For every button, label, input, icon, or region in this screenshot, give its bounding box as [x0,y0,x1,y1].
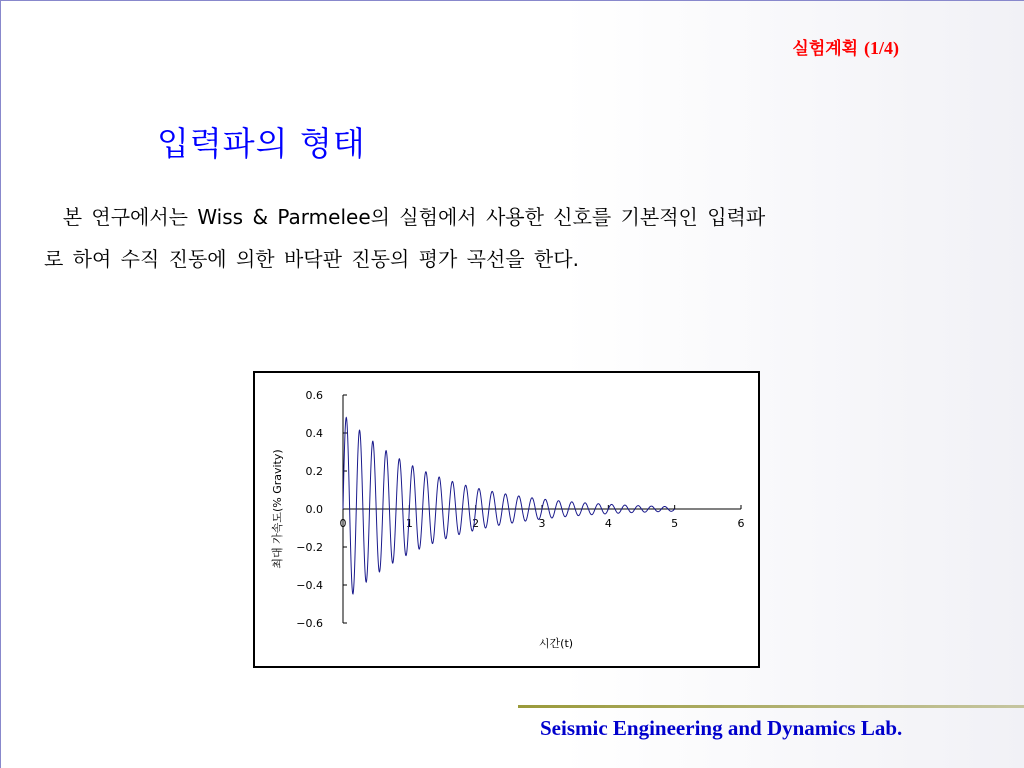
y-tick-label: −0.4 [296,579,323,592]
y-tick-label: 0.2 [305,465,323,478]
y-tick-label: 0.4 [305,427,323,440]
x-tick-label: 2 [472,517,480,530]
x-axis-label: 시간(t) [538,637,574,650]
slide-title: 입력파의 형태 [157,124,366,163]
footer-lab-name: Seismic Engineering and Dynamics Lab. [540,716,903,740]
series-line [343,418,675,594]
x-tick-label: 6 [737,517,745,530]
left-border [0,0,1,768]
x-tick-label: 0 [339,517,347,530]
body-line-2: 로 하여 수직 진동에 의한 바닥판 진동의 평가 곡선을 한다. [44,247,579,271]
page-indicator [792,34,899,59]
x-tick-label: 4 [604,517,612,530]
body-text [44,196,944,280]
y-axis-label: 최대 가속도(% Gravity) [271,449,284,569]
footer-divider [518,705,1024,708]
decay-chart [255,373,758,666]
chart-container [253,371,760,668]
y-tick-label: 0.6 [305,389,323,402]
page-indicator-label: 실험계획 [792,39,864,59]
y-tick-label: −0.2 [296,541,323,554]
x-tick-label: 3 [538,517,546,530]
x-tick-label: 1 [405,517,413,530]
page-indicator-number: (1/4) [864,38,899,58]
y-tick-label: 0.0 [305,503,323,516]
body-line-1: 본 연구에서는 Wiss & Parmelee의 실험에서 사용한 신호를 기본적인 입력파 [44,205,766,229]
y-tick-label: −0.6 [296,617,323,630]
x-tick-label: 5 [671,517,679,530]
top-border [0,0,1024,1]
